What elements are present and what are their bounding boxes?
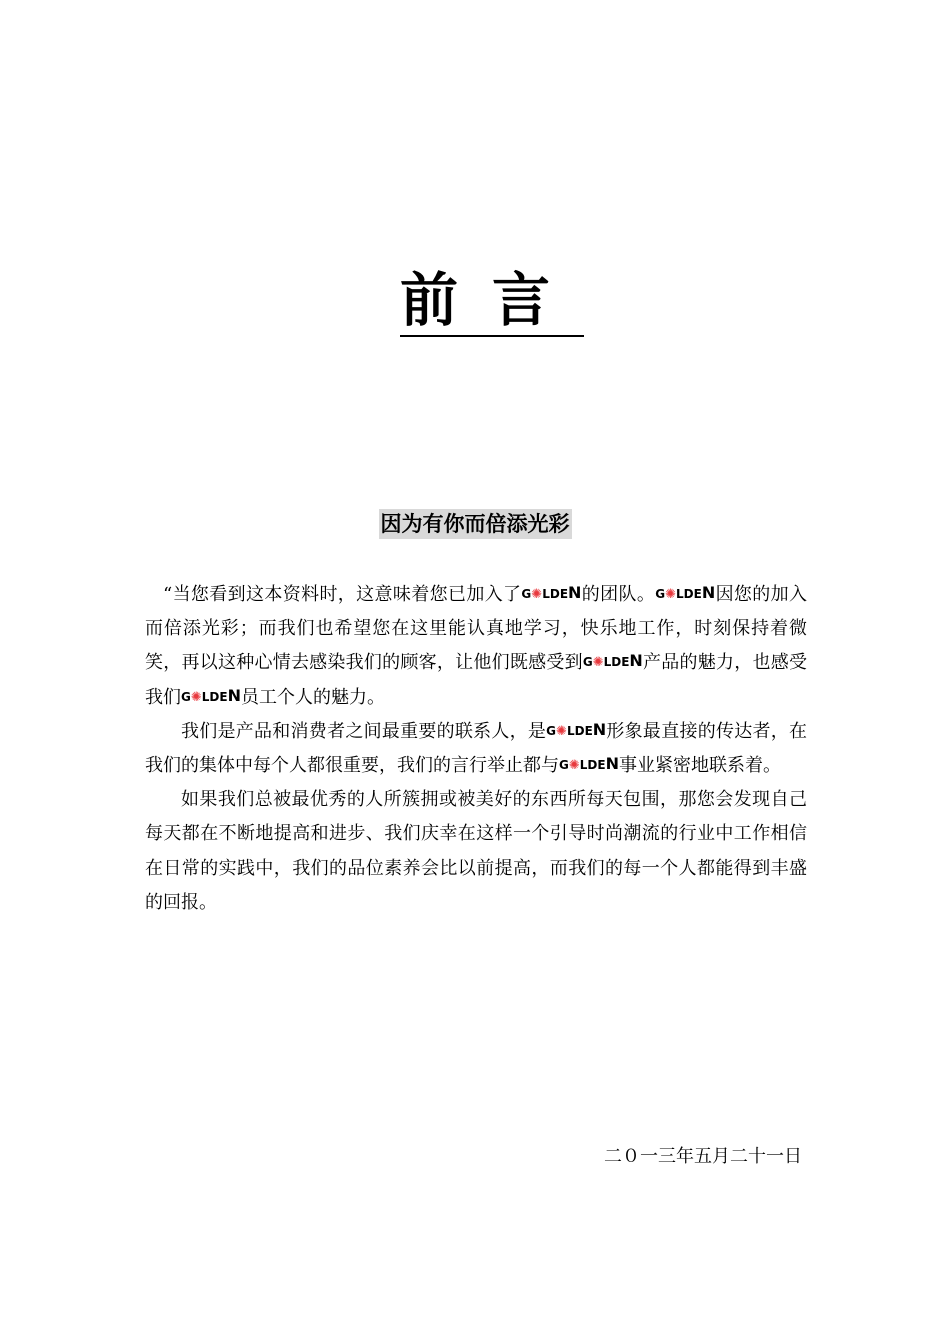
- golden-logo: G✺LDEN: [582, 651, 643, 671]
- page-title: [0, 268, 950, 337]
- paragraph-2: 我们是产品和消费者之间最重要的联系人，是G✺LDEN形象最直接的传达者，在我们的集体中每个人都很重要，我们的言行举止都与G✺LDEN事业紧密地联系着。: [145, 719, 807, 777]
- document-date: 二０一三年五月二十一日: [604, 1146, 802, 1167]
- paragraph-3: 如果我们总被最优秀的人所簇拥或被美好的东西所每天包围，那您会发现自己每天都在不断地提高和进步、我们庆幸在这样一个引导时尚潮流的行业中工作相信在日常的实践中，我们的品位素养会比以前提高，而我们的每一个人都能得到丰盛的回报。: [145, 789, 807, 913]
- golden-logo: G✺LDEN: [559, 754, 619, 774]
- golden-logo: G✺LDEN: [546, 719, 607, 739]
- golden-logo: G✺LDEN: [655, 583, 716, 602]
- page-subtitle: [0, 508, 950, 539]
- body-text: [145, 578, 807, 920]
- paragraph-1: “当您看到这本资料时，这意味着您已加入了G✺LDEN的团队。G✺LDEN因您的加入而倍添光彩；而我们也希望您在这里能认真地学习，快乐地工作，时刻保持着微笑，再以这种心情去感染我们的顾客，让他们既感受到G✺LDEN产品的魅力，也感受我们G✺LDEN员工个人的魅力。: [145, 583, 808, 708]
- page-title-text: 前言: [400, 268, 584, 337]
- page-subtitle-text: 因为有你而倍添光彩: [379, 509, 572, 539]
- golden-logo: G✺LDEN: [521, 583, 582, 602]
- golden-logo: G✺LDEN: [181, 685, 241, 705]
